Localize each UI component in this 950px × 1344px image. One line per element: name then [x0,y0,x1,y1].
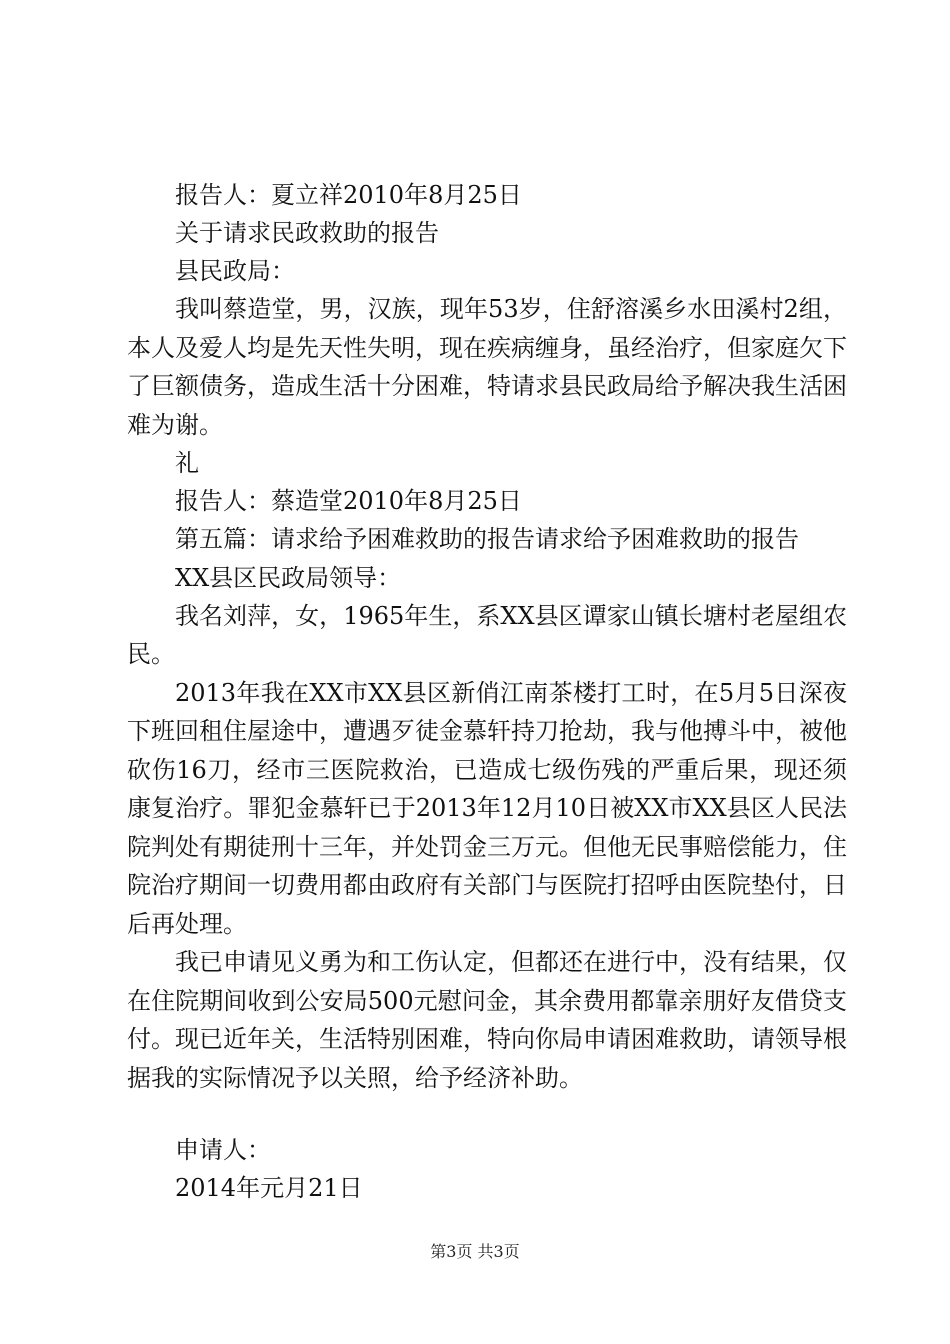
paragraph-3: 2013年我在XX市XX县区新俏江南茶楼打工时，在5月5日深夜下班回租住屋途中，遭遇歹徒金慕轩持刀抢劫，我与他搏斗中，被他砍伤16刀，经市三医院救治，已造成七级伤残的严重后果，现还须康复治疗。罪犯金慕轩已于2013年12月10日被XX市XX县区人民法院判处有期徒刑十三年，并处罚金三万元。但他无民事赔偿能力，住院治疗期间一切费用都由政府有关部门与医院打招呼由医院垫付，日后再处理。 [127,678,847,938]
closing-li: 礼 [175,449,199,477]
applicant-line: 申请人： [175,1136,271,1164]
blank-spacer [127,1097,847,1131]
date-line: 2014年元月21日 [175,1174,363,1202]
addressee-line: 县民政局： [175,257,295,285]
salutation-line: XX县区民政局领导： [175,563,402,592]
paragraph-4: 我已申请见义勇为和工伤认定，但都还在进行中，没有结果，仅在住院期间收到公安局500元慰问金，其余费用都靠亲朋好友借贷支付。现已近年关，生活特别困难，特向你局申请困难救助，请领导根据我的实际情况予以关照，给予经济补助。 [127,948,847,1092]
report-title: 关于请求民政救助的报告 [175,219,439,247]
reporter-line-2: 报告人：蔡造堂2010年8月25日 [175,487,522,515]
chapter-5-title: 第五篇：请求给予困难救助的报告请求给予困难救助的报告 [175,525,799,553]
document-body [127,176,847,1207]
page-footer: 第3页 共3页 [430,1242,520,1261]
paragraph-2: 我名刘萍，女，1965年生，系XX县区谭家山镇长塘村老屋组农民。 [127,601,847,668]
paragraph-1: 我叫蔡造堂，男，汉族，现年53岁，住舒溶溪乡水田溪村2组，本人及爱人均是先天性失明，现在疾病缠身，虽经治疗，但家庭欠下了巨额债务，造成生活十分困难，特请求县民政局给予解决我生活困难为谢。 [127,295,847,439]
reporter-line-1: 报告人：夏立祥2010年8月25日 [175,181,522,209]
